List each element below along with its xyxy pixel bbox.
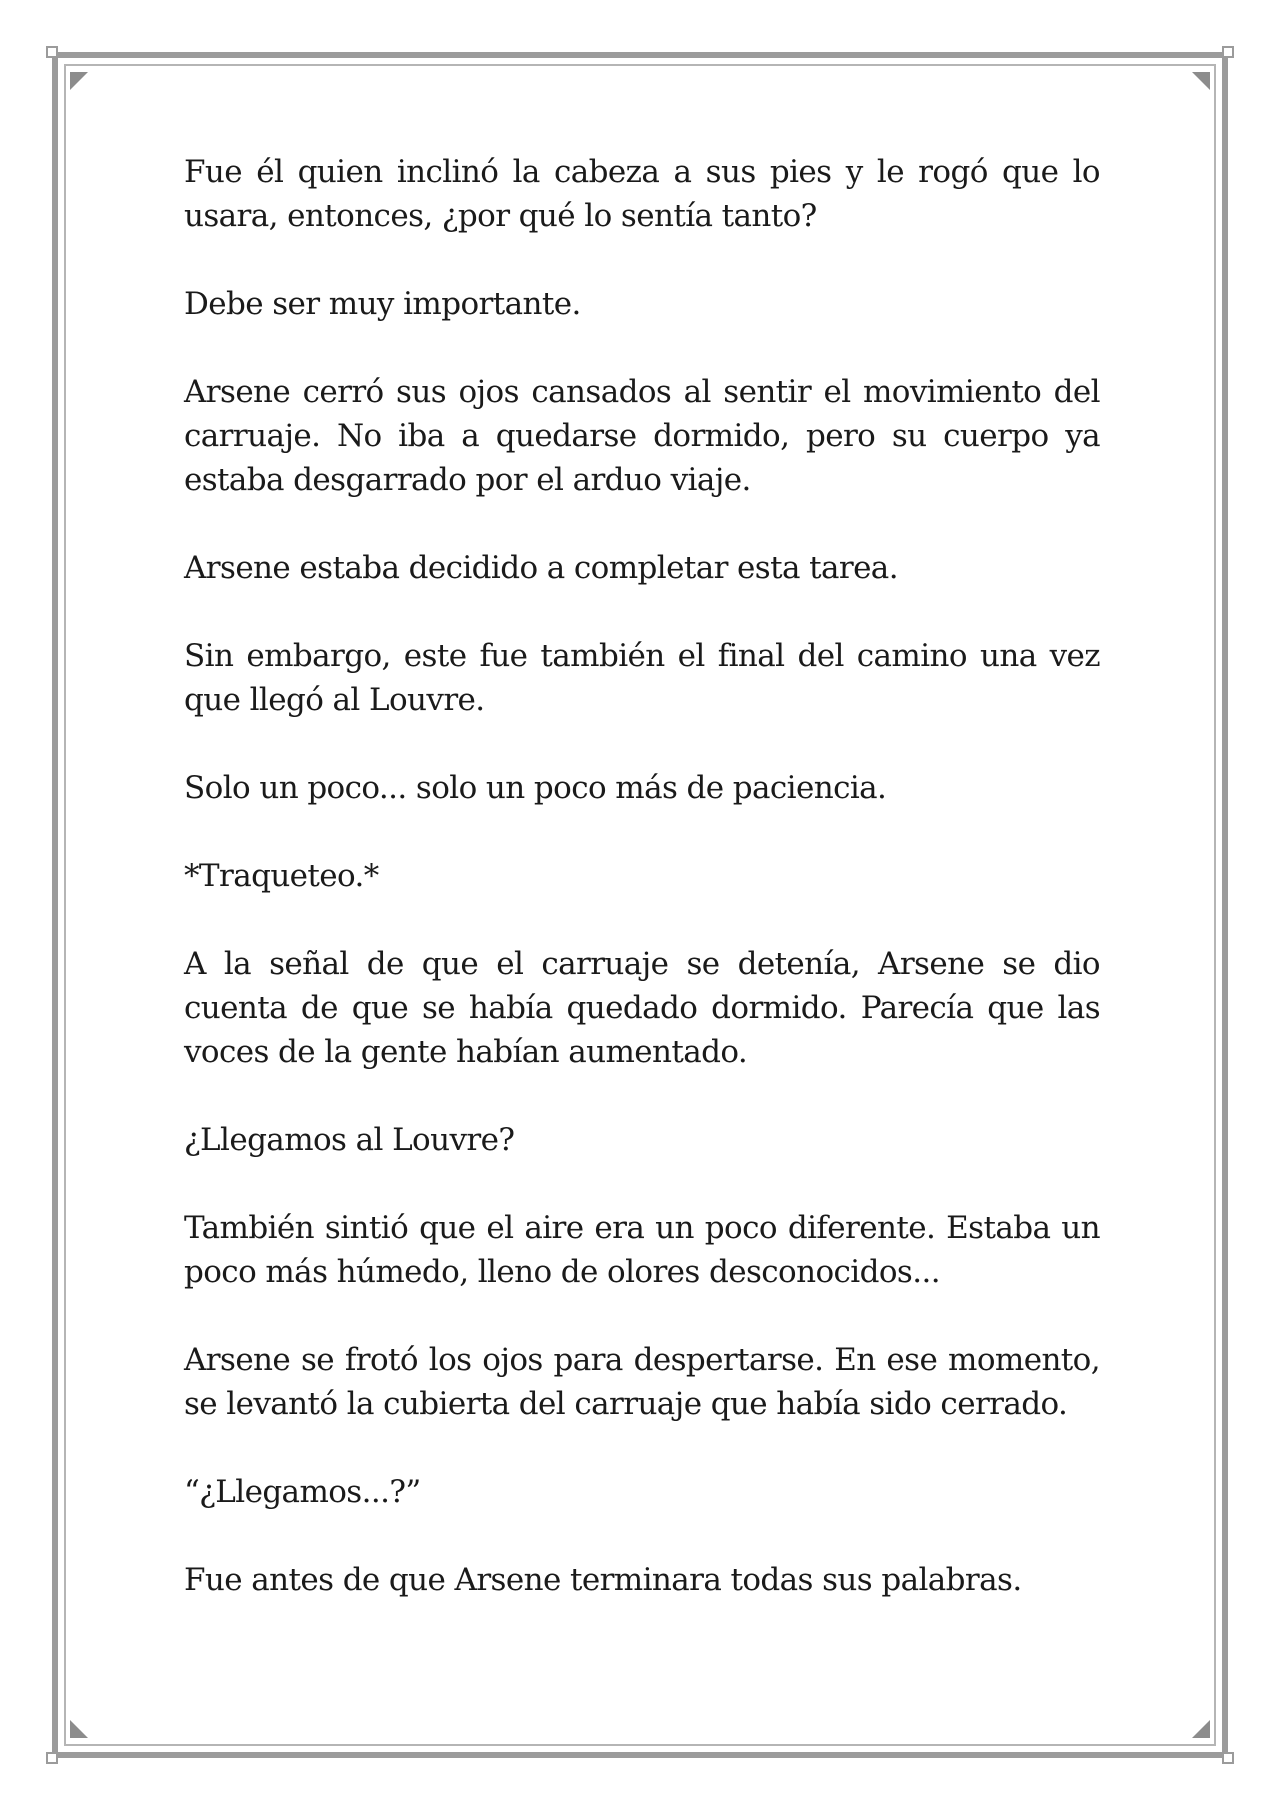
paragraph: A la señal de que el carruaje se detenía, Arsene se dio cuenta de que se había quedado dormido. Parecía que las voces de la gente habían aumentado. xyxy=(184,946,1100,1070)
corner-ornament-top-left xyxy=(46,46,58,58)
corner-triangle-top-left xyxy=(70,72,88,90)
paragraph: *Traqueteo.* xyxy=(184,858,379,894)
corner-ornament-top-right xyxy=(1222,46,1234,58)
corner-triangle-bottom-right xyxy=(1192,1720,1210,1738)
paragraph: Fue él quien inclinó la cabeza a sus pies y le rogó que lo usara, entonces, ¿por qué lo sentía tanto? xyxy=(184,154,1100,234)
paragraph: Arsene cerró sus ojos cansados al sentir el movimiento del carruaje. No iba a quedarse dormido, pero su cuerpo ya estaba desgarrado por el arduo viaje. xyxy=(184,374,1100,498)
paragraph: Solo un poco... solo un poco más de paciencia. xyxy=(184,770,887,806)
paragraph: Sin embargo, este fue también el final del camino una vez que llegó al Louvre. xyxy=(184,638,1100,718)
corner-triangle-bottom-left xyxy=(70,1720,88,1738)
paragraph: Debe ser muy importante. xyxy=(184,286,581,322)
paragraph: Fue antes de que Arsene terminara todas sus palabras. xyxy=(184,1562,1022,1598)
corner-ornament-bottom-left xyxy=(46,1752,58,1764)
paragraph: ¿Llegamos al Louvre? xyxy=(184,1122,515,1158)
paragraph: También sintió que el aire era un poco diferente. Estaba un poco más húmedo, lleno de olores desconocidos... xyxy=(184,1210,1100,1290)
page-text-body xyxy=(184,150,1100,1646)
paragraph: Arsene se frotó los ojos para despertarse. En ese momento, se levantó la cubierta del carruaje que había sido cerrado. xyxy=(184,1342,1100,1422)
paragraph: Arsene estaba decidido a completar esta tarea. xyxy=(184,550,898,586)
paragraph: “¿Llegamos...?” xyxy=(184,1474,421,1510)
corner-triangle-top-right xyxy=(1192,72,1210,90)
corner-ornament-bottom-right xyxy=(1222,1752,1234,1764)
